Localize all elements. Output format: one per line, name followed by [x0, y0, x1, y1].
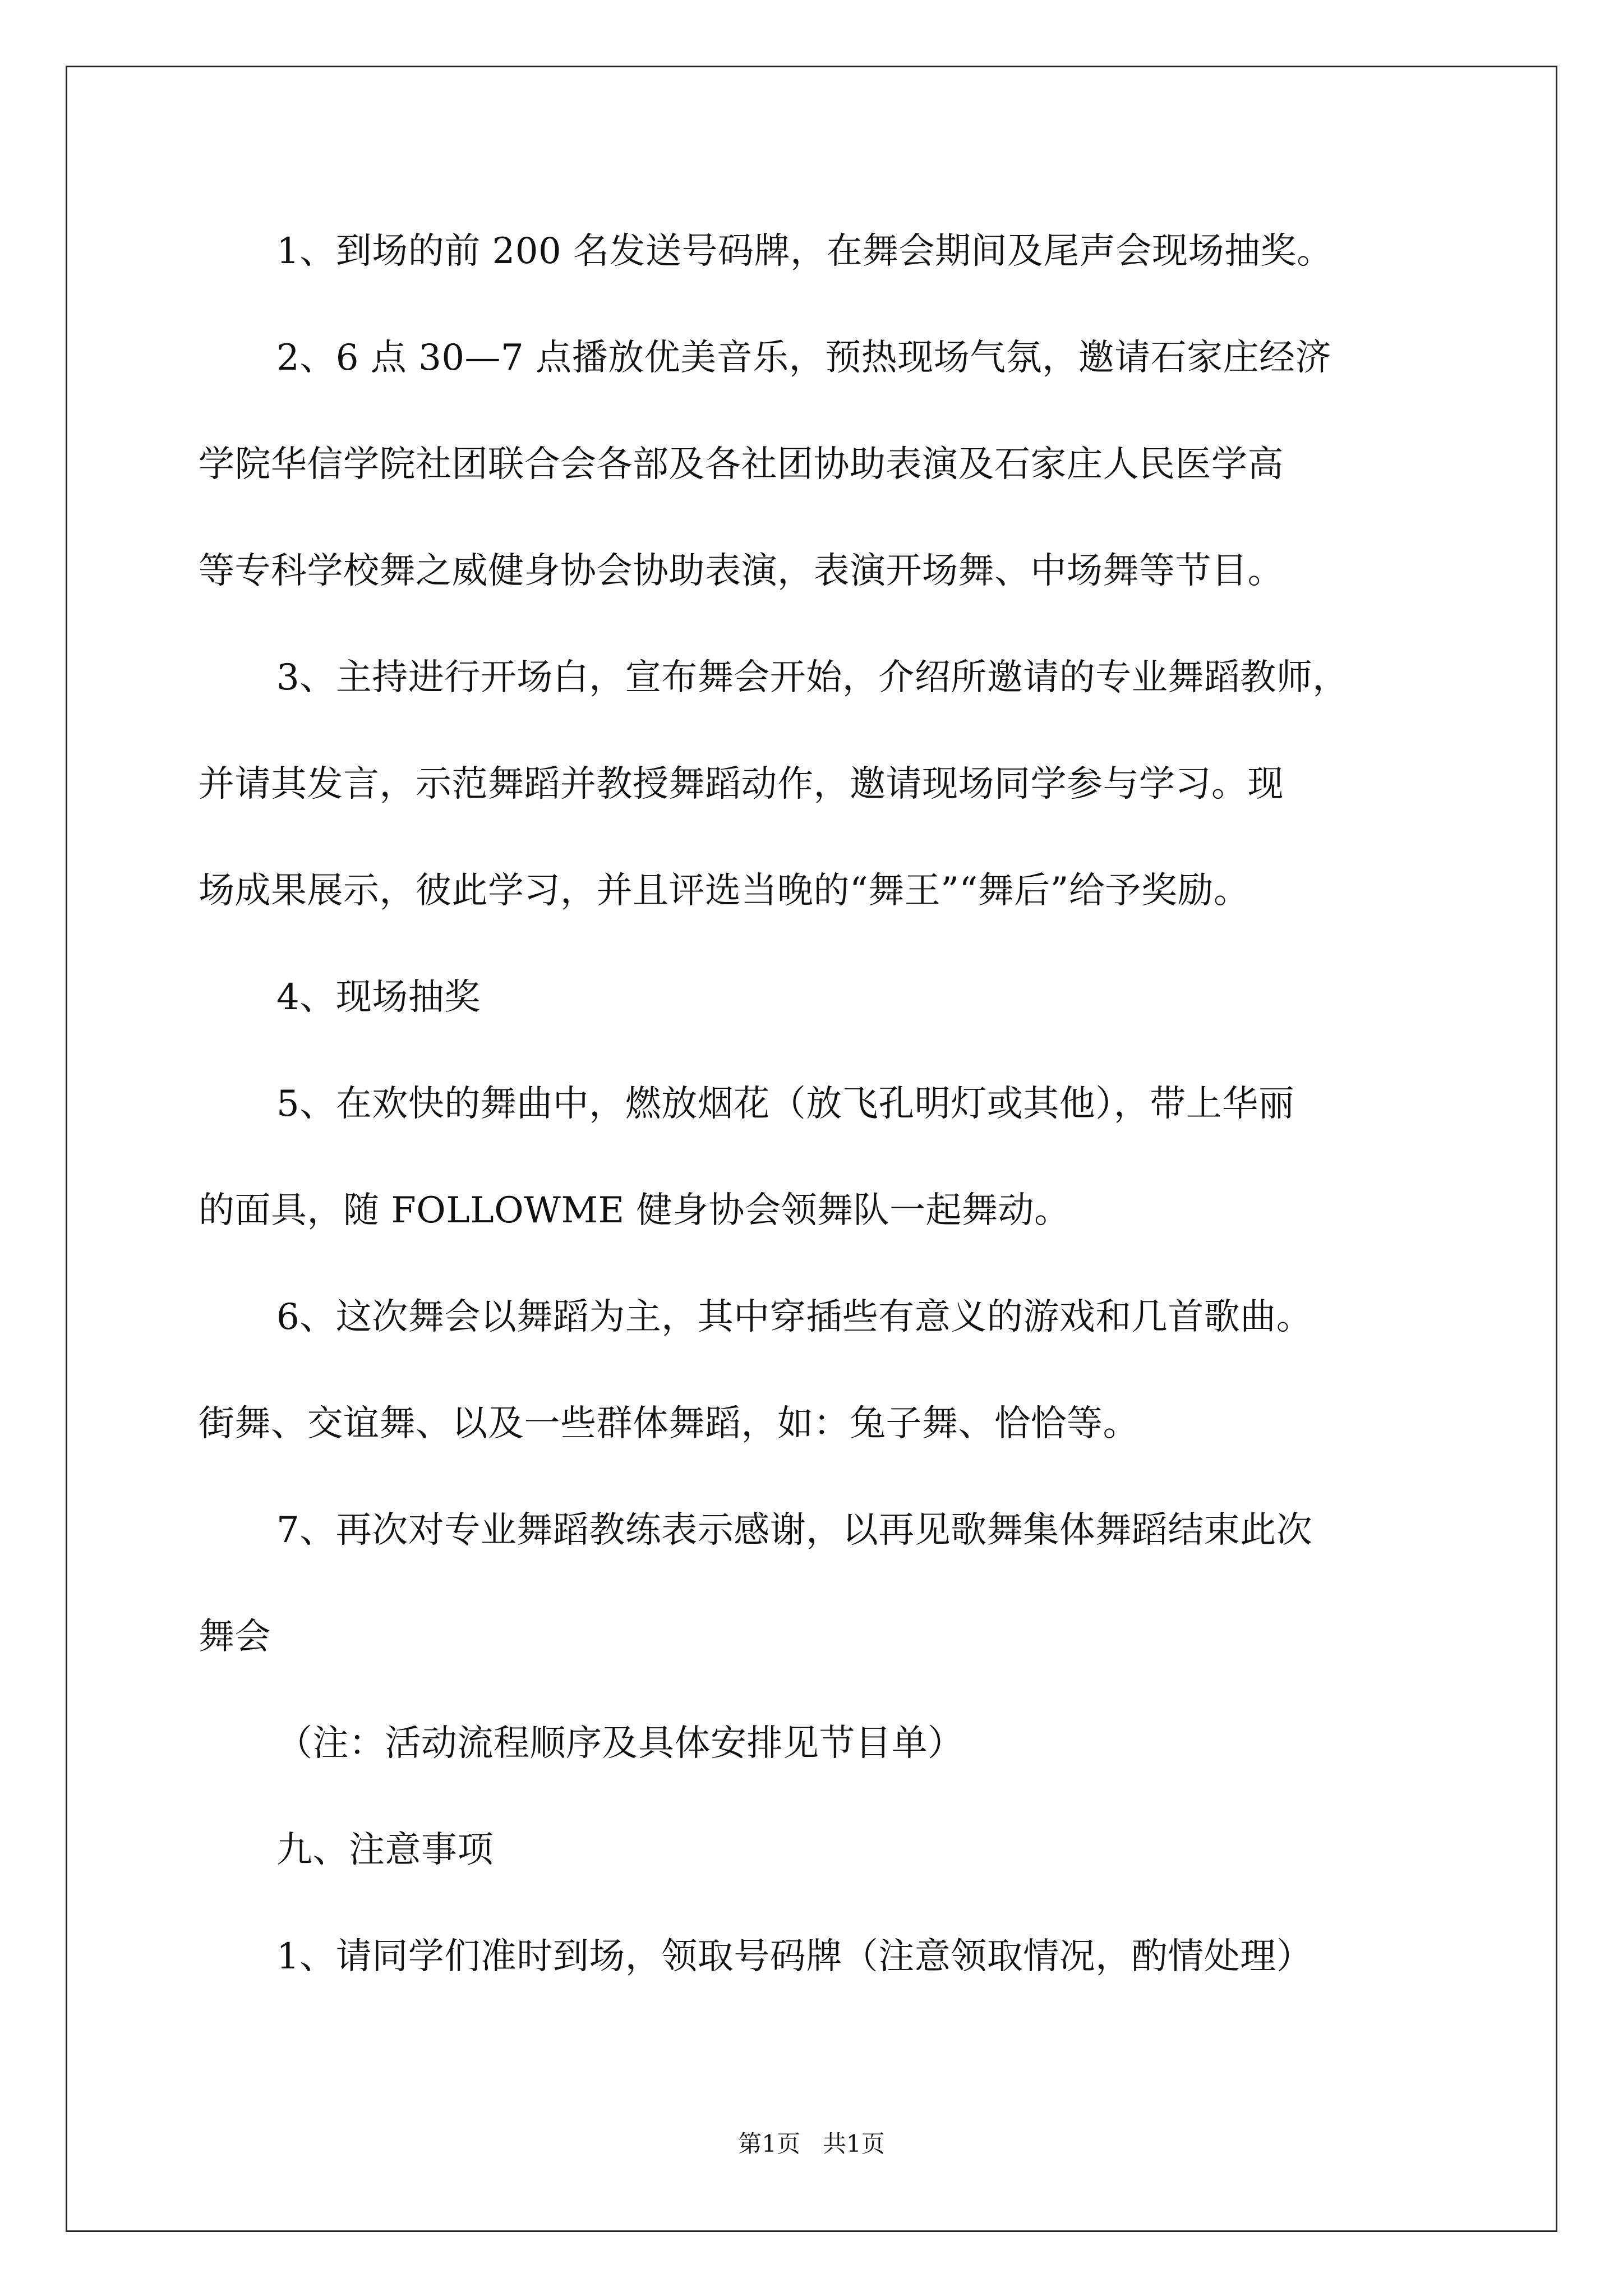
paragraph-line: 并请其发言，示范舞蹈并教授舞蹈动作，邀请现场同学参与学习。现: [199, 763, 1284, 805]
paragraph-line: 3、主持进行开场白，宣布舞会开始，介绍所邀请的专业舞蹈教师，: [276, 657, 1349, 698]
paragraph-line: 1、到场的前 200 名发送号码牌，在舞会期间及尾声会现场抽奖。: [276, 231, 1333, 272]
page-border: [66, 66, 1557, 2232]
paragraph-line: 等专科学校舞之威健身协会协助表演，表演开场舞、中场舞等节目。: [199, 550, 1284, 592]
paragraph-line: 场成果展示，彼此学习，并且评选当晚的“舞王”“舞后”给予奖励。: [199, 870, 1250, 912]
paragraph-line: 5、在欢快的舞曲中，燃放烟花（放飞孔明灯或其他），带上华丽: [276, 1083, 1295, 1125]
paragraph-line: 7、再次对专业舞蹈教练表示感谢，以再见歌舞集体舞蹈结束此次: [276, 1510, 1313, 1551]
paragraph-line: 学院华信学院社团联合会各部及各社团协助表演及石家庄人民医学高: [199, 444, 1284, 485]
note-line: （注：活动流程顺序及具体安排见节目单）: [276, 1723, 964, 1764]
paragraph-line: 2、6 点 30—7 点播放优美音乐，预热现场气氛，邀请石家庄经济: [276, 337, 1332, 379]
paragraph-line: 舞会: [199, 1616, 271, 1658]
paragraph-line: 街舞、交谊舞、以及一些群体舞蹈，如：兔子舞、恰恰等。: [199, 1403, 1139, 1444]
paragraph-line: 6、这次舞会以舞蹈为主，其中穿插些有意义的游戏和几首歌曲。: [276, 1296, 1313, 1338]
paragraph-line: 4、现场抽奖: [276, 977, 481, 1018]
paragraph-line: 的面具，随 FOLLOWME 健身协会领舞队一起舞动。: [199, 1190, 1071, 1231]
page-footer: 第1页 共1页: [738, 2130, 885, 2157]
paragraph-line: 1、请同学们准时到场，领取号码牌（注意领取情况，酌情处理）: [276, 1936, 1313, 1977]
section-heading: 九、注意事项: [276, 1829, 494, 1871]
